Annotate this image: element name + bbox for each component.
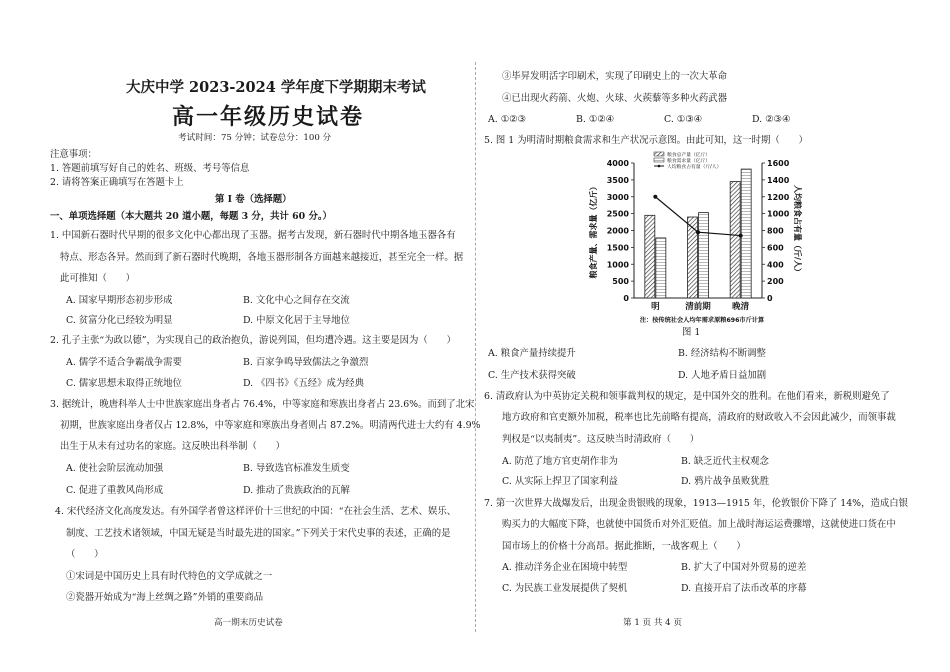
question-text: 此可推知（ ） (60, 273, 136, 284)
option-a[interactable]: A. 防范了地方官吏胡作非为 (502, 456, 618, 467)
question-text: 制度、工艺技术诸领域，中国无疑是当时最先进的国家。”下列关于宋代史事的表述，正确的是 (66, 528, 451, 539)
statement-2: ②瓷器开始成为“海上丝绸之路”外销的重要商品 (66, 592, 264, 603)
option-c[interactable]: C. 为民族工业发展提供了契机 (502, 583, 628, 594)
question-text: （ ） (66, 549, 104, 560)
question-text: 购买力的大幅度下降，也就使中国货币对外汇贬值。加上战时海运运费骤增，这就使进口货在中 (502, 519, 896, 530)
question-text: 4. 宋代经济文化高度发达。有外国学者曾这样评价十三世纪的中国：“在社会生活、艺术、娱乐、 (55, 506, 457, 517)
right-tick-label: 1600 (767, 159, 790, 168)
bar-demand (741, 169, 751, 298)
option-b[interactable]: B. ①②④ (576, 114, 615, 125)
footer-left: 高一期末历史试卷 (214, 618, 283, 628)
option-c[interactable]: C. 从实际上捍卫了国家利益 (502, 476, 618, 487)
x-tick-label: 清前期 (685, 302, 711, 312)
option-c[interactable]: C. 生产技术获得突破 (488, 370, 576, 381)
question-text: 地方政府和官吏额外加税，税率也比先前略有提高，清政府的财政收入不会因此减少，而领事裁 (502, 412, 896, 423)
option-c[interactable]: C. ①③④ (664, 114, 703, 125)
question-text: 5. 图 1 为明清时期粮食需求和生产状况示意图。由此可知，这一时期（ ） (484, 135, 808, 146)
option-d[interactable]: D. 中原文化居于主导地位 (243, 315, 350, 326)
grain-chart (582, 150, 802, 325)
notice-heading: 注意事项： (50, 149, 97, 160)
right-axis-title: 人均粮食占有量（斤/人） (793, 185, 802, 276)
option-b[interactable]: B. 导致选官标准发生质变 (243, 463, 350, 474)
option-d[interactable]: D. ②③④ (752, 114, 791, 125)
legend-label: 人均粮食占有量（斤/人） (667, 165, 722, 170)
statement-1: ①宋词是中国历史上具有时代特色的文学成就之一 (66, 571, 273, 582)
option-b[interactable]: B. 文化中心之间存在交流 (243, 295, 350, 306)
column-divider (475, 62, 476, 632)
option-d[interactable]: D. 《四书》《五经》成为经典 (243, 378, 364, 389)
option-a[interactable]: A. 国家早期形态初步形成 (66, 295, 173, 306)
legend-swatch (654, 152, 664, 156)
left-tick-label: 3000 (606, 192, 629, 202)
option-c[interactable]: C. 促进了重教风尚形成 (66, 485, 164, 496)
right-tick-label: 1200 (767, 192, 790, 202)
option-d[interactable]: D. 直接开启了法币改革的序幕 (681, 583, 807, 594)
question-text: 7. 第一次世界大战爆发后，出现金贵银贱的现象，1913—1915 年，伦敦银价下降了 14%，造成白银 (484, 498, 908, 509)
question-text: 3. 据统计，晚唐科举人士中世族家庭出身者占 76.4%，中等家庭和寒族出身者占 23.6%。而到了北宋 (50, 399, 475, 410)
right-tick-label: 800 (767, 226, 784, 236)
figure-caption: 图 1 (682, 327, 701, 338)
page-title: 高一年级历史试卷 (172, 104, 365, 130)
left-tick-label: 0 (623, 294, 629, 303)
question-text: 判权是“以夷制夷”。这反映当时清政府（ ） (502, 434, 700, 445)
question-text: 2. 孔子主张“为政以德”，为实现自己的政治抱负，游说列国，但均遭冷遇。这主要是因为（ ） (50, 335, 456, 346)
bar-demand (699, 213, 709, 298)
statement-4: ④已出现火药箭、火炮、火球、火蒺藜等多种火药武器 (502, 93, 728, 104)
right-tick-label: 200 (767, 277, 784, 287)
exam-meta: 考试时间：75 分钟；试卷总分：100 分 (178, 133, 332, 143)
left-tick-label: 1000 (606, 260, 629, 270)
option-a[interactable]: A. 使社会阶层流动加强 (66, 463, 164, 474)
left-tick-label: 2000 (606, 226, 629, 236)
question-text: 国市场上的价格十分高昂。据此推断，一战客观上（ ） (502, 541, 746, 552)
option-c[interactable]: C. 贫富分化已经较为明显 (66, 315, 173, 326)
part-heading: 一、单项选择题（本大题共 20 道小题，每题 3 分，共计 60 分。） (50, 211, 332, 222)
volume-heading: 第 I 卷（选择题） (215, 194, 292, 205)
right-tick-label: 1000 (767, 209, 790, 219)
bar-total-output (730, 182, 740, 298)
right-tick-label: 0 (767, 294, 773, 303)
left-tick-label: 4000 (606, 159, 629, 168)
option-b[interactable]: B. 扩大了中国对外贸易的逆差 (681, 562, 807, 573)
footer-right: 第 1 页 共 4 页 (623, 618, 682, 628)
notice-item: 1. 答题前填写好自己的姓名、班级、考号等信息 (50, 163, 250, 174)
option-a[interactable]: A. 推动洋务企业在困境中转型 (502, 562, 628, 573)
left-tick-label: 2500 (606, 209, 629, 219)
option-d[interactable]: D. 推动了贵族政治的瓦解 (243, 485, 350, 496)
legend-label: 粮食需求量（亿斤） (667, 159, 711, 164)
notice-item: 2. 请将答案正确填写在答题卡上 (50, 177, 184, 188)
left-axis-title: 粮食产量、需求量（亿斤） (589, 182, 598, 279)
option-a[interactable]: A. ①②③ (488, 114, 526, 125)
left-tick-label: 500 (612, 277, 629, 287)
option-d[interactable]: D. 人地矛盾日益加剧 (678, 370, 767, 381)
option-d[interactable]: D. 鸦片战争虽败犹胜 (681, 476, 770, 487)
bar-total-output (645, 215, 655, 298)
x-tick-label: 明 (651, 302, 660, 312)
right-tick-label: 400 (767, 260, 784, 270)
left-tick-label: 3500 (606, 175, 629, 185)
question-text: 出生于从未有过功名的家庭。这反映出科举制（ ） (60, 441, 286, 452)
option-a[interactable]: A. 粮食产量持续提升 (488, 348, 576, 359)
per-capita-point (696, 230, 700, 234)
option-b[interactable]: B. 百家争鸣导致儒法之争激烈 (243, 357, 369, 368)
option-c[interactable]: C. 儒家思想未取得正统地位 (66, 378, 182, 389)
school-line: 大庆中学 2023-2024 学年度下学期期末考试 (126, 79, 426, 96)
legend-swatch-dot (658, 165, 661, 168)
option-b[interactable]: B. 经济结构不断调整 (678, 348, 766, 359)
option-b[interactable]: B. 缺乏近代主权观念 (681, 456, 769, 467)
legend-label: 粮食总产量（亿斤） (667, 153, 711, 158)
per-capita-line (655, 197, 740, 236)
right-tick-label: 1400 (767, 175, 790, 185)
right-tick-label: 600 (767, 243, 784, 253)
left-tick-label: 1500 (606, 243, 629, 253)
question-text: 1. 中国新石器时代早期的很多文化中心都出现了玉器。据考古发现，新石器时代中期各地玉器各有 (50, 230, 456, 241)
question-text: 初期，世族家庭出身者仅占 12.8%，中等家庭和寒族出身者则占 87.2%。明清两代进士大约有 4.9% (60, 420, 481, 431)
bar-demand (656, 238, 666, 298)
legend-swatch (654, 158, 664, 162)
option-a[interactable]: A. 儒学不适合争霸战争需要 (66, 357, 182, 368)
per-capita-point (653, 195, 657, 199)
statement-3: ③毕昇发明活字印刷术，实现了印刷史上的一次大革命 (502, 71, 728, 82)
x-tick-label: 晚清 (732, 302, 750, 312)
per-capita-point (739, 234, 743, 238)
question-text: 特点、形态各异。然而到了新石器时代晚期，各地玉器形制各方面越来越接近，甚至完全一样。据 (60, 252, 464, 263)
question-text: 6. 清政府认为中英协定关税和领事裁判权的规定，是中国外交的胜利。在他们看来，新税则避免了 (484, 391, 890, 402)
chart-note: 注：按传统社会人均年需求原粮696市斤计算 (639, 317, 765, 324)
bar-total-output (688, 217, 698, 298)
